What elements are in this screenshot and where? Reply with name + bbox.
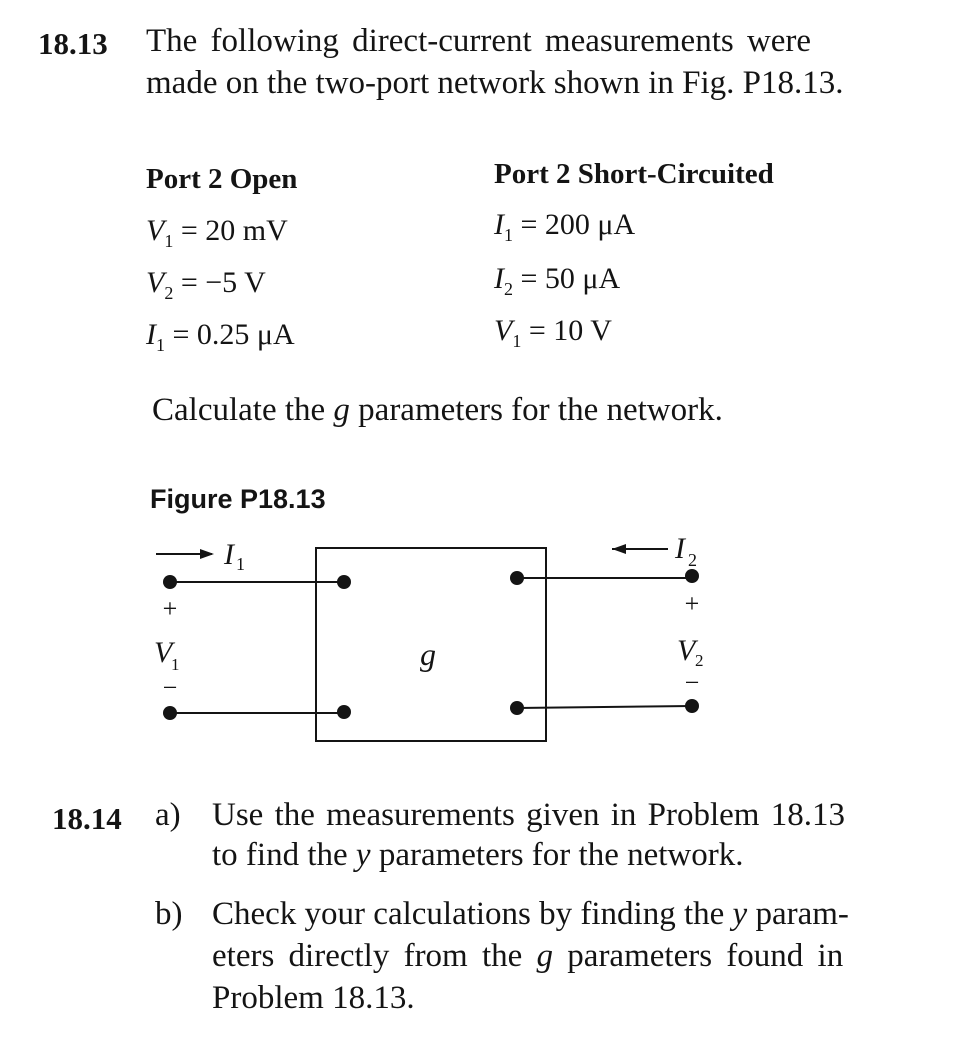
node-inner-left-top — [337, 575, 351, 589]
terminal-left-bottom — [163, 706, 177, 720]
part-b-marker: b) — [155, 896, 183, 932]
v2-plus: + — [684, 589, 700, 618]
i1-label-sub: 1 — [236, 554, 245, 574]
problem-18-13-text-line1: The following direct-current measurements were — [146, 23, 812, 59]
port2-short-header: Port 2 Short-Circuited — [494, 158, 774, 190]
problem-number-18-13: 18.13 — [38, 26, 108, 61]
i2-label: I — [675, 532, 685, 565]
i1-arrow-head — [200, 549, 214, 559]
problem-number-18-14: 18.14 — [52, 801, 122, 836]
open-measurement-v1: $V_1 = 20$ mV — [146, 214, 288, 251]
short-measurement-i2: $I_2 = 50$ μA — [494, 262, 621, 299]
terminal-right-top — [685, 569, 699, 583]
part-a-marker: a) — [155, 797, 181, 833]
node-inner-right-bottom — [510, 701, 524, 715]
v2-label-sub: 2 — [695, 651, 704, 670]
node-inner-right-top — [510, 571, 524, 585]
short-measurement-i1: $I_1 = 200$ μA — [494, 208, 636, 245]
wire-bottom-right — [517, 706, 692, 708]
short-measurement-v1: $V_1 = 10$ V — [494, 314, 612, 351]
part-a-line2: to find the y parameters for the network. — [212, 837, 744, 873]
terminal-right-bottom — [685, 699, 699, 713]
v1-label-sub: 1 — [171, 655, 180, 674]
part-b-line1: Check your calculations by finding the y param- — [212, 896, 849, 932]
open-measurement-v2: $V_2 = -5$ V — [146, 266, 266, 303]
terminal-left-top — [163, 575, 177, 589]
part-b-line2: eters directly from the g parameters found in — [212, 938, 844, 974]
problem-18-13-question: Calculate the g parameters for the network. — [152, 392, 723, 428]
i2-arrow-head — [612, 544, 626, 554]
v1-minus: − — [162, 673, 178, 702]
node-inner-left-bottom — [337, 705, 351, 719]
part-b-line3: Problem 18.13. — [212, 980, 415, 1016]
v2-label: V — [677, 634, 696, 667]
part-a-line1: Use the measurements given in Problem 18.13 — [212, 797, 845, 833]
v1-label: V — [154, 636, 173, 669]
i1-label: I — [224, 538, 234, 571]
v1-plus: + — [162, 594, 178, 623]
figure-label: Figure P18.13 — [150, 484, 326, 514]
port2-open-header: Port 2 Open — [146, 163, 298, 195]
problem-18-13-text-line2: made on the two-port network shown in Fig. P18.13. — [146, 65, 844, 101]
i2-label-sub: 2 — [688, 550, 697, 570]
v2-minus: − — [684, 668, 700, 697]
open-measurement-i1: $I_1 = 0.25$ μA — [146, 318, 295, 355]
box-label-g: g — [420, 636, 436, 672]
